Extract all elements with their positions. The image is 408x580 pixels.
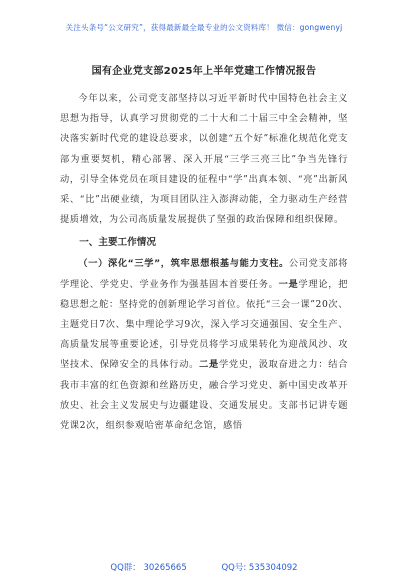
section-heading: 一、主要工作情况 (79, 237, 156, 249)
footer-contact (0, 561, 408, 573)
footer-qq-number: QQ号: 535304092 (221, 563, 298, 573)
subsection-heading: （一）深化“三学”，筑牢思想根基与能力支柱。 (78, 258, 289, 270)
subsection-text-c: 学党史，汲取奋进之力：结合我市丰富的红色资源和丝路历史，融合学习党史、新中国史改革开放史、社会主义发展史与边疆建设、交通发展史。支部书记讲专题党课2次，组织参观哈密革命纪念馆，感悟 (60, 359, 348, 432)
footer-qq-group: QQ群： 30265665 (110, 563, 187, 573)
document-title: 国有企业党支部2025年上半年党建工作情况报告 (91, 66, 317, 77)
top-banner: 关注头条号“公文研究”，获得最新最全最专业的公文资料库！ 微信：gongwenyj (65, 23, 343, 32)
subsection-text-a: 公司党支部将学理论、学党史、学业务作为强基固本首要任务。 (60, 258, 348, 290)
subsection-text-b: 学理论，把稳思想之舵：坚持党的创新理论学习首位。依托“三会一课”20次、主题党日7次、集中理论学习9次，深入学习交通强国、安全生产、高质量发展等重要论述，引导党员将学习成果转化为迎战风沙、攻坚技术、保障安全的具体行动。 (60, 278, 348, 371)
subsection-paragraph (60, 254, 348, 436)
intro-paragraph: 今年以来，公司党支部坚持以习近平新时代中国特色社会主义思想为指导，认真学习贯彻党的二十大和二十届三中全会精神，坚决落实新时代党的建设总要求，以创建“五个好”标准化规范化党支部为重要契机，精心部署、深入开展“三学三亮三比”争当先锋行动，引导全体党员在项目建设的征程中“学”出真本领、“亮”出新风采、“比”出硬业绩，为项目团队注入澎湃动能，全力驱动生产经营提质增效，为公司高质量发展提供了坚强的政治保障和组织保障。 (60, 93, 348, 226)
document-body (60, 62, 348, 436)
point-two-label: 二是 (199, 359, 219, 371)
point-one-label: 一是 (278, 278, 299, 290)
